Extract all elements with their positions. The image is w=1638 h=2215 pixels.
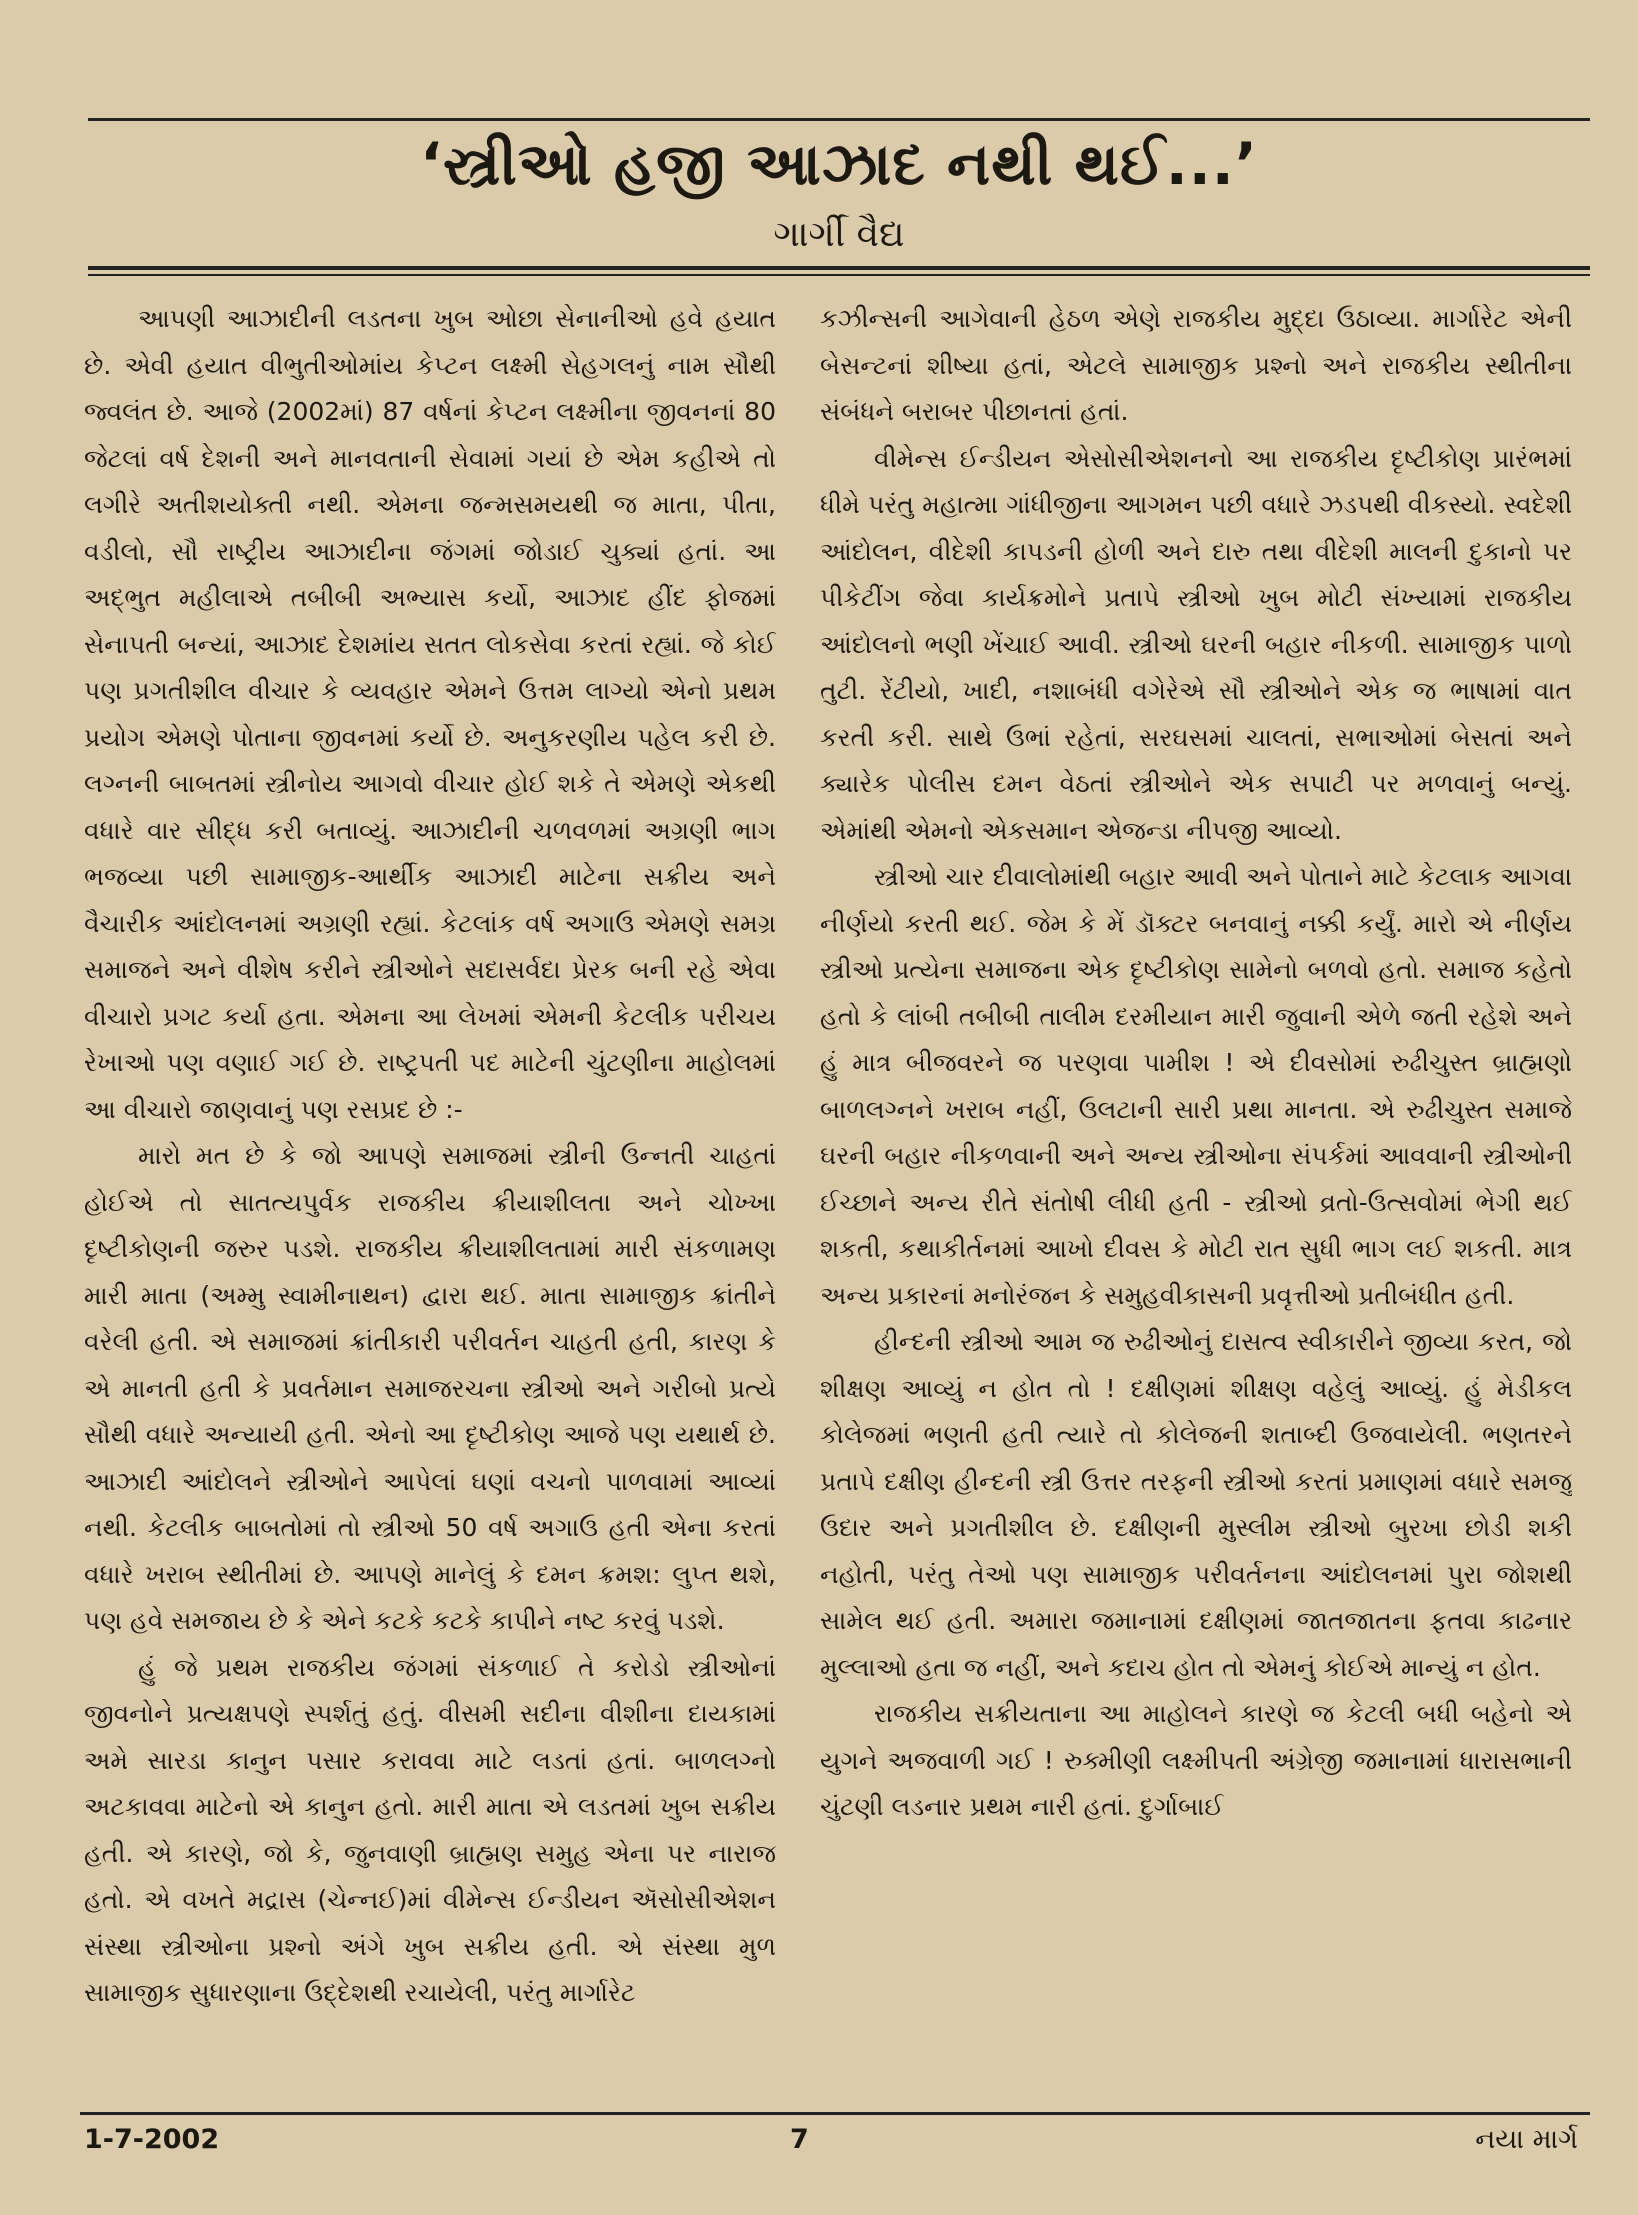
footer-rule <box>80 2112 1590 2115</box>
top-rule <box>88 118 1590 121</box>
paragraph: આપણી આઝાદીની લડતના ખુબ ઓછા સેનાનીઓ હવે હયાત છે. એવી હયાત વીભુતીઓમાંય કેપ્ટન લક્ષ્મી સેહગલનું નામ સૌથી જ્વલંત છે. આજે (2002માં) 87 વર્ષનાં કેપ્ટન લક્ષ્મીના જીવનનાં 80 જેટલાં વર્ષ દેશની અને માનવતાની સેવામાં ગયાં છે એમ કહીએ તો લગીરે અતીશયોક્તી નથી. એમના જન્મસમયથી જ માતા, પીતા, વડીલો, સૌ રાષ્ટ્રીય આઝાદીના જંગમાં જોડાઈ ચુક્યાં હતાં. આ અદ્ભુત મહીલાએ તબીબી અભ્યાસ કર્યો, આઝાદ હીંદ ફોજમાં સેનાપતી બન્યાં, આઝાદ દેશમાંય સતત લોકસેવા કરતાં રહ્યાં. જે કોઈ પણ પ્રગતીશીલ વીચાર કે વ્યવહાર એમને ઉત્તમ લાગ્યો એનો પ્રથમ પ્રયોગ એમણે પોતાના જીવનમાં કર્યો છે. અનુકરણીય પહેલ કરી છે. લગ્નની બાબતમાં સ્ત્રીનોય આગવો વીચાર હોઈ શકે તે એમણે એકથી વધારે વાર સીદ્ધ કરી બતાવ્યું. આઝાદીની ચળવળમાં અગ્રણી ભાગ ભજવ્યા પછી સામાજીક-આર્થીક આઝાદી માટેના સક્રીય અને વૈચારીક આંદોલનમાં અગ્રણી રહ્યાં. કેટલાંક વર્ષ અગાઉ એમણે સમગ્ર સમાજને અને વીશેષ કરીને સ્ત્રીઓને સદાસર્વદા પ્રેરક બની રહે એવા વીચારો પ્રગટ કર્યા હતા. એમના આ લેખમાં એમની કેટલીક પરીચય રેખાઓ પણ વણાઈ ગઈ છે. રાષ્ટ્રપતી પદ માટેની ચુંટણીના માહોલમાં આ વીચારો જાણવાનું પણ રસપ્રદ છે :- <box>84 304 776 1124</box>
paragraph: હીન્દની સ્ત્રીઓ આમ જ રુઢીઓનું દાસત્વ સ્વીકારીને જીવ્યા કરત, જો શીક્ષણ આવ્યું ન હોત તો ! દક્ષીણમાં શીક્ષણ વહેલું આવ્યું. હું મેડીકલ કોલેજમાં ભણતી હતી ત્યારે તો કોલેજની શતાબ્દી ઉજવાયેલી. ભણતરને પ્રતાપે દક્ષીણ હીન્દની સ્ત્રી ઉત્તર તરફની સ્ત્રીઓ કરતાં પ્રમાણમાં વધારે સમજુ ઉદાર અને પ્રગતીશીલ છે. દક્ષીણની મુસ્લીમ સ્ત્રીઓ બુરખા છોડી શકી નહોતી, પરંતુ તેઓ પણ સામાજીક પરીવર્તનના આંદોલનમાં પુરા જોશથી સામેલ થઈ હતી. અમારા જમાનામાં દક્ષીણમાં જાતજાતના ફતવા કાઢનાર મુલ્લાઓ હતા જ નહીં, અને કદાચ હોત તો એમનું કોઈએ માન્યું ન હોત. <box>820 1327 1572 1682</box>
issue-date: 1-7-2002 <box>84 2124 220 2155</box>
header-rule-thick <box>88 266 1590 270</box>
paragraph: વીમેન્સ ઈન્ડીયન એસોસીએશનનો આ રાજકીય દૃષ્ટીકોણ પ્રારંભમાં ધીમે પરંતુ મહાત્મા ગાંધીજીના આગમન પછી વધારે ઝડપથી વીકસ્યો. સ્વદેશી આંદોલન, વીદેશી કાપડની હોળી અને દારુ તથા વીદેશી માલની દુકાનો પર પીકેટીંગ જેવા કાર્યક્રમોને પ્રતાપે સ્ત્રીઓ ખુબ મોટી સંખ્યામાં રાજકીય આંદોલનો ભણી ખેંચાઈ આવી. સ્ત્રીઓ ઘરની બહાર નીકળી. સામાજીક પાળો તુટી. રેંટીયો, ખાદી, નશાબંધી વગેરેએ સૌ સ્ત્રીઓને એક જ ભાષામાં વાત કરતી કરી. સાથે ઉભાં રહેતાં, સરઘસમાં ચાલતાં, સભાઓમાં બેસતાં અને ક્યારેક પોલીસ દમન વેઠતાં સ્ત્રીઓને એક સપાટી પર મળવાનું બન્યું. એમાંથી એમનો એકસમાન એજન્ડા નીપજી આવ્યો. <box>820 443 1572 845</box>
paragraph-continued: કઝીન્સની આગેવાની હેઠળ એણે રાજકીય મુદ્દા ઉઠાવ્યા. માર્ગારેટ એની બેસન્ટનાં શીષ્યા હતાં, એટલે સામાજીક પ્રશ્નો અને રાજકીય સ્થીતીના સંબંધને બરાબર પીછાનતાં હતાં. <box>820 304 1572 426</box>
paragraph: રાજકીય સક્રીયતાના આ માહોલને કારણે જ કેટલી બધી બહેનો એ યુગને અજવાળી ગઈ ! રુક્મીણી લક્ષ્મીપતી અંગ્રેજી જમાનામાં ધારાસભાની ચુંટણી લડનાર પ્રથમ નારી હતાં. દુર્ગાબાઈ <box>820 1699 1572 1821</box>
paragraph: સ્ત્રીઓ ચાર દીવાલોમાંથી બહાર આવી અને પોતાને માટે કેટલાક આગવા નીર્ણયો કરતી થઈ. જેમ કે મેં ડૉક્ટર બનવાનું નક્કી કર્યું. મારો એ નીર્ણય સ્ત્રીઓ પ્રત્યેના સમાજના એક દૃષ્ટીકોણ સામેનો બળવો હતો. સમાજ કહેતો હતો કે લાંબી તબીબી તાલીમ દરમીયાન મારી જુવાની એળે જતી રહેશે અને હું માત્ર બીજવરને જ પરણવા પામીશ ! એ દીવસોમાં રુઢીચુસ્ત બ્રાહ્મણો બાળલગ્નને ખરાબ નહીં, ઉલટાની સારી પ્રથા માનતા. એ રુઢીચુસ્ત સમાજે ઘરની બહાર નીકળવાની અને અન્ય સ્ત્રીઓના સંપર્કમાં આવવાની સ્ત્રીઓની ઈચ્છાને અન્ય રીતે સંતોષી લીધી હતી - સ્ત્રીઓ વ્રતો-ઉત્સવોમાં ભેગી થઈ શકતી, કથાકીર્તનમાં આખો દીવસ કે મોટી રાત સુધી ભાગ લઈ શકતી. માત્ર અન્ય પ્રકારનાં મનોરંજન કે સમુહવીકાસની પ્રવૃત્તીઓ પ્રતીબંધીત હતી. <box>820 862 1572 1310</box>
page-number: 7 <box>790 2124 809 2155</box>
magazine-name: નયા માર્ગ <box>1475 2124 1578 2155</box>
paragraph: હું જે પ્રથમ રાજકીય જંગમાં સંકળાઈ તે કરોડો સ્ત્રીઓનાં જીવનોને પ્રત્યક્ષપણે સ્પર્શતું હતું. વીસમી સદીના વીશીના દાયકામાં અમે સારડા કાનુન પસાર કરાવવા માટે લડતાં હતાં. બાળલગ્નો અટકાવવા માટેનો એ કાનુન હતો. મારી માતા એ લડતમાં ખુબ સક્રીય હતી. એ કારણે, જો કે, જુનવાણી બ્રાહ્મણ સમુહ એના પર નારાજ હતો. એ વખતે મદ્રાસ (ચેન્નઈ)માં વીમેન્સ ઈન્ડીયન ઍસોસીએશન સંસ્થા સ્ત્રીઓના પ્રશ્નો અંગે ખુબ સક્રીય હતી. એ સંસ્થા મુળ સામાજીક સુધારણાના ઉદ્દેશથી રચાયેલી, પરંતુ માર્ગારેટ <box>84 1652 776 2007</box>
article-title: ‘સ્ત્રીઓ હજી આઝાદ નથી થઈ...’ <box>420 130 1258 198</box>
article-author: ગાર્ગી વૈદ્ય <box>773 214 905 255</box>
left-column <box>84 296 776 2086</box>
header-rule-thin <box>88 274 1590 276</box>
right-column <box>820 296 1572 2086</box>
paragraph: મારો મત છે કે જો આપણે સમાજમાં સ્ત્રીની ઉન્નતી ચાહતાં હોઈએ તો સાતત્યપુર્વક રાજકીય ક્રીયાશીલતા અને ચોખ્ખા દૃષ્ટીકોણની જરુર પડશે. રાજકીય ક્રીયાશીલતામાં મારી સંકળામણ મારી માતા (અમ્મુ સ્વામીનાથન) દ્વારા થઈ. માતા સામાજીક ક્રાંતીને વરેલી હતી. એ સમાજમાં ક્રાંતીકારી પરીવર્તન ચાહતી હતી, કારણ કે એ માનતી હતી કે પ્રવર્તમાન સમાજરચના સ્ત્રીઓ અને ગરીબો પ્રત્યે સૌથી વધારે અન્યાયી હતી. એનો આ દૃષ્ટીકોણ આજે પણ યથાર્થ છે. આઝાદી આંદોલને સ્ત્રીઓને આપેલાં ઘણાં વચનો પાળવામાં આવ્યાં નથી. કેટલીક બાબતોમાં તો સ્ત્રીઓ 50 વર્ષ અગાઉ હતી એના કરતાં વધારે ખરાબ સ્થીતીમાં છે. આપણે માનેલું કે દમન ક્રમશ: લુપ્ત થશે, પણ હવે સમજાય છે કે એને કટકે કટકે કાપીને નષ્ટ કરવું પડશે. <box>84 1141 776 1635</box>
